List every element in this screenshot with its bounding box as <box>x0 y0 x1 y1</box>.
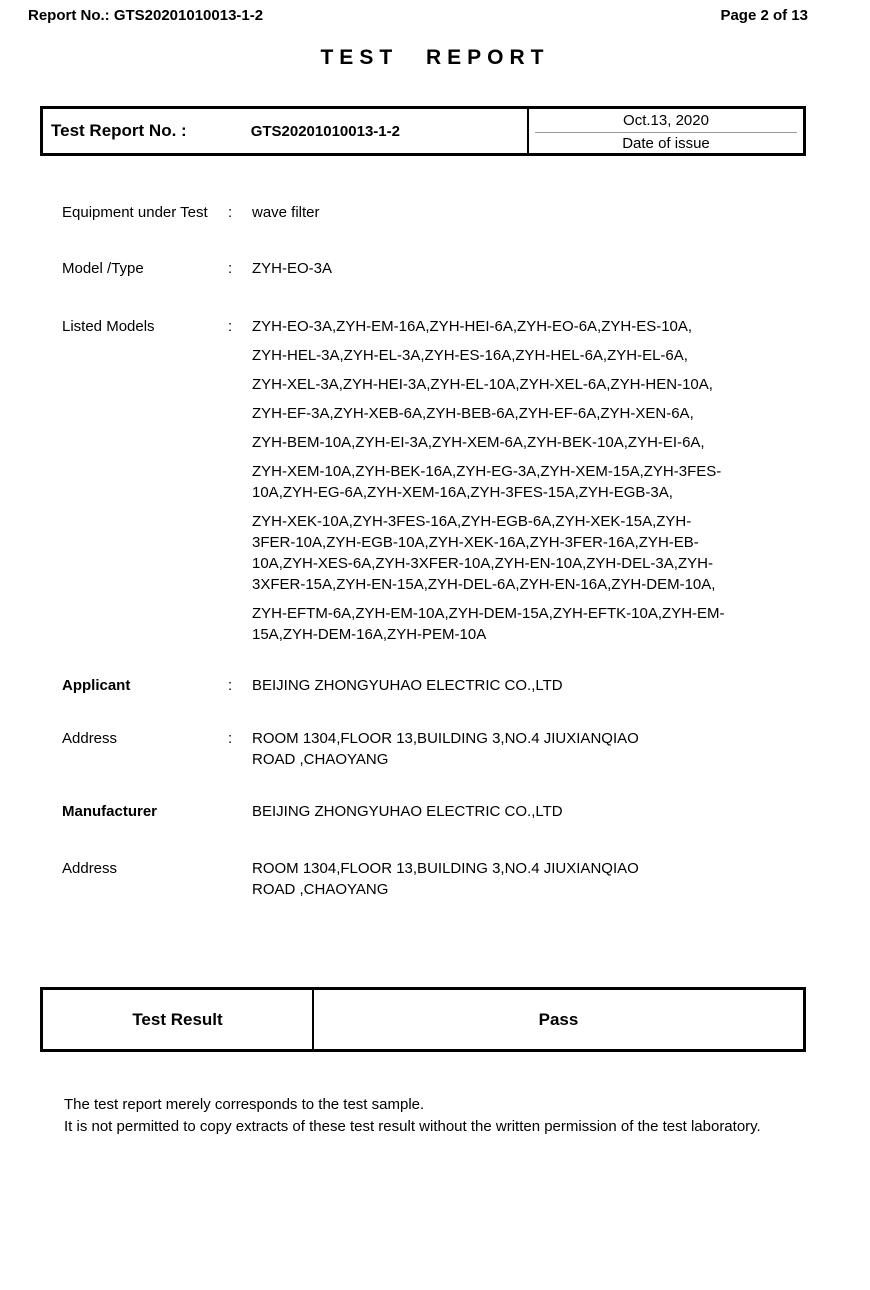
model-line: ZYH-XEL-3A,ZYH-HEI-3A,ZYH-EL-10A,ZYH-XEL-6A,ZYH-HEN-10A, <box>252 376 713 393</box>
test-result-value: Pass <box>538 1009 579 1029</box>
listed-models-value <box>252 316 810 645</box>
field-colon: : <box>228 318 233 335</box>
address-line: ROOM 1304,FLOOR 13,BUILDING 3,NO.4 JIUXIANQIAO <box>252 860 639 877</box>
model-line: ZYH-XEK-10A,ZYH-3FES-16A,ZYH-EGB-6A,ZYH-XEK-15A,ZYH- <box>252 513 692 530</box>
address-line: ROOM 1304,FLOOR 13,BUILDING 3,NO.4 JIUXIANQIAO <box>252 730 639 747</box>
field-row-equipment <box>62 202 810 223</box>
model-line: ZYH-EO-3A,ZYH-EM-16A,ZYH-HEI-6A,ZYH-EO-6A,ZYH-ES-10A, <box>252 318 693 335</box>
field-label: Manufacturer <box>62 803 158 820</box>
field-row-applicant-address <box>62 728 810 770</box>
date-of-issue-cell <box>529 109 803 153</box>
model-line: ZYH-XEM-10A,ZYH-BEK-16A,ZYH-EG-3A,ZYH-XEM-15A,ZYH-3FES- <box>252 463 722 480</box>
field-label: Model /Type <box>62 260 144 277</box>
disclaimer-line-1: The test report merely corresponds to the test sample. <box>64 1096 425 1113</box>
address-value <box>252 728 810 770</box>
test-result-table <box>40 987 806 1052</box>
disclaimer-note <box>64 1094 830 1138</box>
field-label: Equipment under Test <box>62 204 208 221</box>
field-row-manufacturer-address <box>62 858 810 900</box>
model-line: ZYH-EFTM-6A,ZYH-EM-10A,ZYH-DEM-15A,ZYH-EFTK-10A,ZYH-EM- <box>252 605 725 622</box>
model-line: 3FER-10A,ZYH-EGB-10A,ZYH-XEK-16A,ZYH-3FER-16A,ZYH-EB- <box>252 534 699 551</box>
issue-date-label: Date of issue <box>622 134 710 152</box>
field-row-applicant <box>62 675 810 696</box>
field-label: Applicant <box>62 677 131 694</box>
model-line: 15A,ZYH-DEM-16A,ZYH-PEM-10A <box>252 626 487 643</box>
field-value: BEIJING ZHONGYUHAO ELECTRIC CO.,LTD <box>252 677 563 694</box>
field-colon <box>228 858 252 900</box>
field-row-manufacturer <box>62 801 810 822</box>
report-no-label: Test Report No. : <box>51 121 187 140</box>
field-colon <box>228 801 252 822</box>
model-line: 3XFER-15A,ZYH-EN-15A,ZYH-DEL-6A,ZYH-EN-16A,ZYH-DEM-10A, <box>252 576 716 593</box>
test-result-label: Test Result <box>43 990 314 1049</box>
model-line: ZYH-BEM-10A,ZYH-EI-3A,ZYH-XEM-6A,ZYH-BEK-10A,ZYH-EI-6A, <box>252 434 705 451</box>
field-colon: : <box>228 260 233 277</box>
field-value: ZYH-EO-3A <box>252 260 333 277</box>
address-line: ROAD ,CHAOYANG <box>252 881 389 898</box>
field-colon: : <box>228 730 233 747</box>
field-label: Address <box>62 730 118 747</box>
model-line: ZYH-EF-3A,ZYH-XEB-6A,ZYH-BEB-6A,ZYH-EF-6A,ZYH-XEN-6A, <box>252 405 694 422</box>
address-value <box>252 858 810 900</box>
field-row-model-type <box>62 258 810 279</box>
field-label: Listed Models <box>62 318 155 335</box>
model-line: 10A,ZYH-XES-6A,ZYH-3XFER-10A,ZYH-EN-10A,ZYH-DEL-3A,ZYH- <box>252 555 713 572</box>
model-line: 10A,ZYH-EG-6A,ZYH-XEM-16A,ZYH-3FES-15A,ZYH-EGB-3A, <box>252 484 673 501</box>
address-line: ROAD ,CHAOYANG <box>252 751 389 768</box>
field-value: BEIJING ZHONGYUHAO ELECTRIC CO.,LTD <box>252 803 563 820</box>
header-report-no: Report No.: GTS20201010013-1-2 <box>28 7 264 24</box>
field-row-listed-models <box>62 316 810 645</box>
report-no-value: GTS20201010013-1-2 <box>250 122 400 140</box>
field-value: wave filter <box>252 204 320 221</box>
report-no-cell <box>43 109 529 153</box>
model-line: ZYH-HEL-3A,ZYH-EL-3A,ZYH-ES-16A,ZYH-HEL-6A,ZYH-EL-6A, <box>252 347 688 364</box>
issue-date: Oct.13, 2020 <box>535 109 797 133</box>
field-colon: : <box>228 677 233 694</box>
page-title: TEST REPORT <box>320 46 550 69</box>
header-page-number: Page 2 of 13 <box>720 7 808 24</box>
field-colon: : <box>228 204 233 221</box>
field-label: Address <box>62 860 118 877</box>
page-header <box>0 0 870 24</box>
report-no-table <box>40 106 806 156</box>
disclaimer-line-2: It is not permitted to copy extracts of these test result without the written permission of the test laboratory. <box>64 1118 761 1135</box>
